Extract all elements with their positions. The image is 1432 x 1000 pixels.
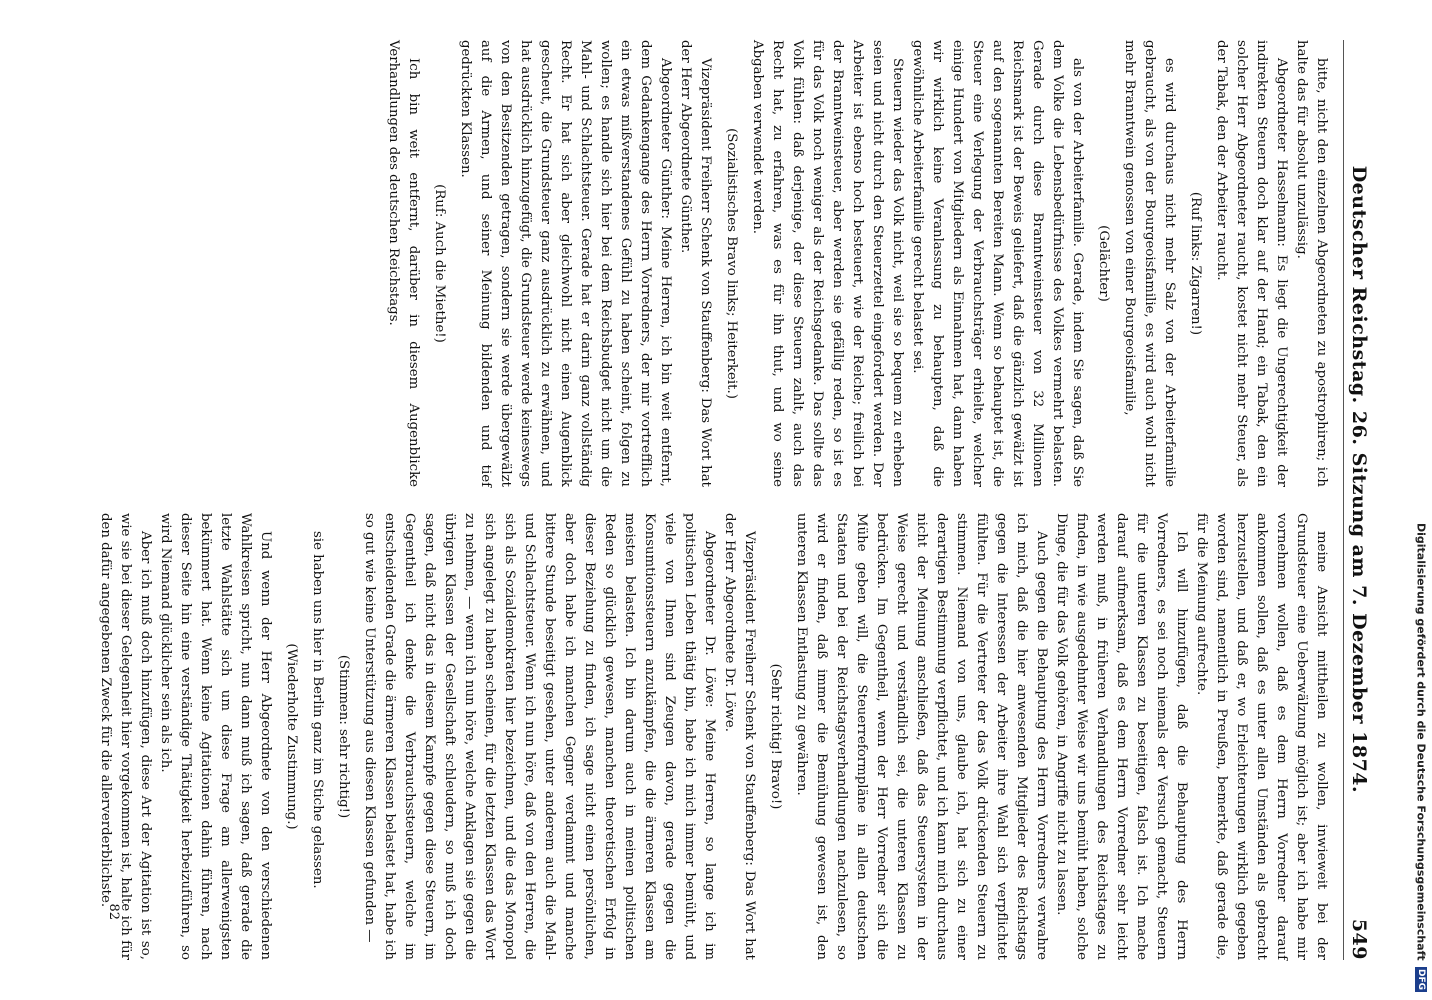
page-title: Deutscher Reichstag. 26. Sitzung am 7. Dezember 1874. bbox=[1348, 165, 1370, 794]
interjection: (Stimmen: sehr richtig!) bbox=[336, 654, 351, 819]
interjection: (Gelächter) bbox=[1096, 225, 1111, 302]
page-number: 549 bbox=[1348, 918, 1370, 960]
paragraph: Aber ich muß doch hinzufügen, diese Art der Agitation ist so, wie sie bei dieser Gelegenheit hier vorgekommen ist, halte ich für den dafür angegebenen Zweck für die allerverderblichste. bbox=[98, 513, 153, 960]
interjection: (Sozialistisches Bravo links; Heiterkeit.) bbox=[724, 128, 739, 399]
paragraph: Abgeordneter Hasselmann: Es liegt die Ungerechtigkeit der indirekten Steuern doch klar auf der Hand; ein Tabak, den ein solcher Herr Abgeordneter raucht, kostet nicht mehr Steuer, als der Tabak, den der Arbeiter raucht. bbox=[1214, 40, 1289, 487]
interjection: (Wiederholte Zustimmung.) bbox=[284, 643, 299, 830]
paragraph: als von der Arbeiterfamilie. Gerade, indem Sie sagen, daß Sie dem Volke die Lebensbedürfnisse des Volkes vermehrt belasten. Gerade durch diese Branntweinsteuer von 32 Millionen Reichsmark ist der Beweis geliefert, daß die gänzlich gewälzt ist auf den sogenannten Bereiten Mann. Wenn so behauptet ist, die Steuer eine Verlegung der Verbrauchsträger erhielte, welcher einige Hundert von Mitgliedern als Einnahmen hat, dann haben wir wirklich keine Veranlassung zu behaupten, daß die gewöhnliche Arbeiterfamilie gerecht belastet sei. bbox=[910, 40, 1085, 487]
paragraph: meine Ansicht mittheilen zu wollen, inwieweit bei der Grundsteuer eine Ueberwälzung möglich ist; aber ich habe mir vornehmen wollen, daß es dem Herrn Vorredner darauf ankommen sollen, daß es unter allen Umständen als gebracht herzustellen, und daß er, wo Erleichterungen wirklich gegeben worden sind, namentlich in Preußen, bemerkte, daß gerade die, für die Meinung aufrechte. bbox=[1194, 513, 1329, 960]
column-left bbox=[161, 40, 1331, 487]
paragraph: Ich bin weit entfernt, darüber in diesem Augenblicke Verhandlungen des deutschen Reichstags. bbox=[386, 40, 421, 487]
paragraph: bitte, nicht den einzelnen Abgeordneten zu apostrophiren; ich halte das für absolut unzulässig. bbox=[1294, 40, 1329, 487]
credit-text: Digitalisierung gefördert durch die Deutsche Forschungsgemeinschaft bbox=[1414, 523, 1428, 961]
paragraph: Vizepräsident Freiherr Schenk von Stauffenberg: Das Wort hat der Herr Abgeordnete Günther. bbox=[678, 40, 713, 487]
paragraph: Vizepräsident Freiherr Schenk von Stauffenberg: Das Wort hat der Herr Abgeordnete Dr. Löwe. bbox=[722, 513, 757, 960]
paragraph: Abgeordneter Günther: Meine Herren, ich bin weit entfernt, dem Gedankengange des Herrn Vorredners, der mir vortrefflich ein etwas mißverstandenes Gefühl zu haben scheint, folgen zu wollen; es handle sich hier bei dem Reichsbudget nicht um die Mahl- und Schlachtsteuer. Gerade hat er darin ganz vollständig Recht. Er hat sich aber gleichwohl nicht einen Augenblick gescheut, die Grundsteuer ganz ausdrücklich zu erwähnen, und hat ausdrücklich hinzugefügt, die Grundsteuer werde keineswegs von den Besitzenden getragen, sondern sie werde übergewälzt auf die Armen, und seiner Meinung bildenden und tief gedrückten Klassen. bbox=[458, 40, 673, 487]
paragraph: Steuern wieder das Volk nicht, weil sie so bequem zu erheben seien und nicht durch den Steuerzettel eingefordert werden. Der Arbeiter ist ebenso hoch besteuert, wie der Reiche; freilich bei der Branntweinsteuer, aber werden sie gefällig reden, so ist es für das Volk noch weniger als der Reichsgedanke. Das sollte das Volk fühlen: daß derjenige, der diese Steuern zahlt, auch das Recht hat, zu erfahren, was es für ihn thut, und wo seine Abgaben verwendet werden. bbox=[750, 40, 905, 487]
paragraph: sie haben uns hier in Berlin ganz im Stiche gelassen. bbox=[310, 531, 325, 889]
interjection: (Ruf: Auch die Miethe!) bbox=[432, 184, 447, 343]
interjection: (Sehr richtig! Bravo!) bbox=[768, 663, 783, 810]
dfg-logo-icon: DFG bbox=[1416, 968, 1426, 990]
paragraph: Und wenn der Herr Abgeordnete von den verschiedenen Wahlkreisen spricht, nun dann muß ich sagen, daß gerade die letzte Wahlstätte sich um diese Frage am allerwenigsten bekümmert hat. Wenn keine Agitationen dahin führen, nach dieser Seite hin eine verständige Thätigkeit herbeizuführen, so wird Niemand glücklicher sein als ich. bbox=[158, 513, 273, 960]
page-header bbox=[1343, 40, 1370, 960]
paragraph: Abgeordneter Dr. Löwe: Meine Herren, so lange ich im politischen Leben thätig bin, habe ich mich immer bemüht, und viele von Ihnen sind Zeugen davon, gerade gegen die Konsumtionssteuern anzukämpfen, die die ärmeren Klassen am meisten belasten. Ich bin darum auch in meinen politischen Reden so glücklich gewesen, manchen theoretischen Erfolg in dieser Beziehung zu finden, ich sage nicht einen persönlichen, aber doch habe ich manchen Gegner verdammt und manche bittere Stunde beseitigt gesehen, unter anderem auch die Mahl- und Schlachtsteuer. Wenn ich nun höre, daß von den Herren, die sich als Sozialdemokraten hier bezeichnen, und die das Monopol sich angelegt zu haben scheinen, für die letzten Klassen das Wort zu nehmen, — wenn ich nun höre, welche Anklagen sie gegen die übrigen Klassen der Gesellschaft schleudern, so muß ich doch sagen, daß nicht das in diesem Kampfe gegen diese Steuern, im Gegentheil ich denke die Verbrauchssteuern, welche im entscheidenden Grade die ärmeren Klassen belastet hat, habe ich so gut wie keine Unterstützung aus diesen Klassen gefunden — bbox=[362, 513, 717, 960]
rotated-page bbox=[100, 0, 1400, 1000]
paragraph: Auch gegen die Behauptung des Herrn Vorredners verwahre ich mich, daß die hier anwesenden Mitglieder des Reichstags gegen die Interessen der Arbeiter ihre Wahl sich verpflichtet fühlten. Für die Vertreter der das Volk drückenden Steuern zu stimmen. Niemand von uns, glaube ich, hat sich zu einer derartigen Bestimmung verpflichtet, und ich kann mich durchaus nicht der Meinung anschließen, daß das Steuersystem in der Weise gerecht und verständlich sei, die unteren Klassen zu bedrücken. Im Gegentheil, wenn der Herr Vorredner sich die Mühe geben will, die Steuerreformpläne in allen deutschen Staaten und bei der Reichstagsverhandlungen nachzulesen, so wird er finden, daß immer die Bemühung gewesen ist, den unteren Klassen Entlastung zu gewähren. bbox=[794, 513, 1049, 960]
paragraph: es wird durchaus nicht mehr Salz von der Arbeiterfamilie gebraucht, als von der Bourgeoisfamilie, es wird auch wohl nicht mehr Branntwein genossen von einer Bourgeoisfamilie, bbox=[1122, 40, 1177, 487]
interjection: (Ruf links: Zigarren!) bbox=[1188, 191, 1203, 336]
paragraph: Ich will hinzufügen, daß die Behauptung des Herrn Vorredners, es sei noch niemals der Versuch gemacht, Steuern für die unteren Klassen zu beseitigen, falsch ist. Ich mache darauf aufmerksam, daß es dem Herrn Vorredner sehr leicht werden muß, in früheren Verhandlungen des Reichstages zu finden, in wie ausgedehnter Weise wir uns bemüht haben, solche Dinge, die für das Volk gehören, in Angriffe nicht zu lassen. bbox=[1054, 513, 1189, 960]
sheet-number: 82 bbox=[106, 903, 121, 920]
digitization-credit bbox=[1410, 0, 1432, 1000]
